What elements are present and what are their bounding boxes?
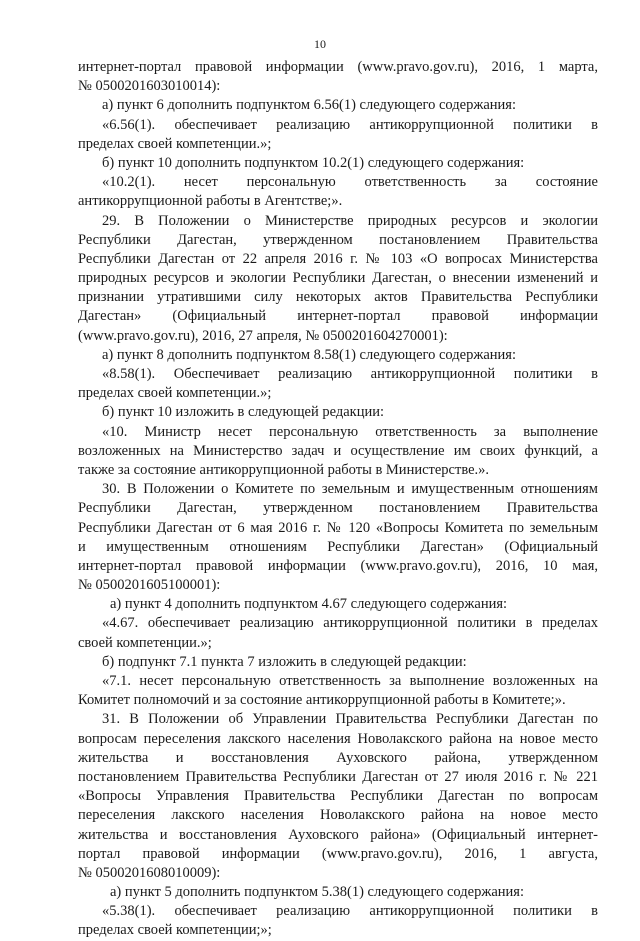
text-line: б) подпункт 7.1 пункта 7 изложить в следующей редакции: (102, 653, 467, 670)
text-line: «10. Министр несет персональную ответственность за выполнение (102, 423, 598, 440)
page-number: 10 (314, 37, 326, 51)
text-line: пределах своей компетенции;»; (78, 922, 272, 939)
text-line: «10.2(1). несет персональную ответственность за состояние (102, 174, 598, 191)
text-line: а) пункт 8 дополнить подпунктом 8.58(1) следующего содержания: (102, 346, 516, 363)
text-line: Республики Дагестан, утвержденном постановлением Правительства (78, 500, 598, 517)
text-line: интернет-портал правовой информации (www.pravo.gov.ru), 2016, 1 марта, (78, 59, 598, 75)
text-line: Дагестан» (Официальный интернет-портал правовой информации (78, 308, 598, 325)
text-line: (www.pravo.gov.ru), 2016, 27 апреля, № 0500201604270001): (78, 327, 448, 344)
text-line: вопросам переселения лакского населения Новолакского района на новое место (78, 730, 598, 747)
text-line: «7.1. несет персональную ответственность за выполнение возложенных на (102, 673, 598, 689)
text-line: б) пункт 10 изложить в следующей редакции: (102, 404, 384, 421)
text-line: также за состояние антикоррупционной работы в Министерстве.». (78, 461, 490, 478)
text-line: интернет-портал правовой информации (www.pravo.gov.ru), 2016, 10 мая, (78, 557, 598, 574)
text-line: Республики Дагестан от 22 апреля 2016 г. № 103 «О вопросах Министерства (78, 250, 598, 267)
text-line: «5.38(1). обеспечивает реализацию антикоррупционной политики в (102, 903, 598, 920)
text-line: № 0500201608010009): (78, 864, 221, 881)
text-line: «4.67. обеспечивает реализацию антикоррупционной политики в пределах (102, 615, 598, 632)
text-line: признании утратившими силу некоторых актов Правительства Республики (78, 289, 598, 306)
text-line: Республики Дагестан от 6 мая 2016 г. № 120 «Вопросы Комитета по земельным (78, 519, 598, 536)
text-line: постановлением Правительства Республики Дагестан от 27 июля 2016 г. № 221 (78, 768, 598, 785)
text-line: Республики Дагестан, утвержденном постановлением Правительства (78, 231, 598, 248)
text-line: № 0500201603010014): (78, 78, 221, 95)
text-line: «6.56(1). обеспечивает реализацию антикоррупционной политики в (102, 116, 598, 133)
text-line: 29. В Положении о Министерстве природных ресурсов и экологии (102, 212, 598, 229)
text-line: и имущественным отношениям Республики Дагестан» (Официальный (78, 538, 598, 555)
text-line: 30. В Положении о Комитете по земельным и имущественным отношениям (102, 481, 598, 498)
text-line: переселения лакского населения Новолакского района на новое место (78, 807, 598, 824)
text-line: а) пункт 6 дополнить подпунктом 6.56(1) следующего содержания: (102, 97, 516, 114)
text-line: пределах своей компетенции.»; (78, 135, 272, 152)
text-line: б) пункт 10 дополнить подпунктом 10.2(1) следующего содержания: (102, 154, 525, 171)
text-line: 31. В Положении об Управлении Правительства Республики Дагестан по (102, 711, 598, 728)
text-line: антикоррупционной работы в Агентстве;». (78, 193, 343, 210)
text-line: пределах своей компетенции.»; (78, 385, 272, 402)
text-line: Комитет полномочий и за состояние антикоррупционной работы в Комитете;». (78, 692, 566, 709)
text-line: а) пункт 5 дополнить подпунктом 5.38(1) следующего содержания: (110, 884, 524, 901)
text-line: природных ресурсов и экологии Республики Дагестан, о внесении изменений и (78, 270, 598, 287)
text-line: жительства и восстановления Ауховского района» (Официальный интернет- (78, 826, 598, 843)
text-line: «Вопросы Управления Правительства Республики Дагестан по вопросам (78, 788, 598, 805)
text-line: своей компетенции.»; (78, 634, 212, 651)
text-line: возложенных на Министерство задач и осуществление им своих функций, а (78, 442, 598, 459)
text-line: портал правовой информации (www.pravo.gov.ru), 2016, 1 августа, (78, 845, 598, 862)
text-line: № 0500201605100001): (78, 577, 221, 594)
text-line: «8.58(1). Обеспечивает реализацию антикоррупционной политики в (102, 366, 598, 382)
text-line: а) пункт 4 дополнить подпунктом 4.67 следующего содержания: (110, 596, 508, 613)
text-line: жительства и восстановления Ауховского района, утвержденном (78, 749, 598, 766)
document-body (78, 58, 598, 941)
